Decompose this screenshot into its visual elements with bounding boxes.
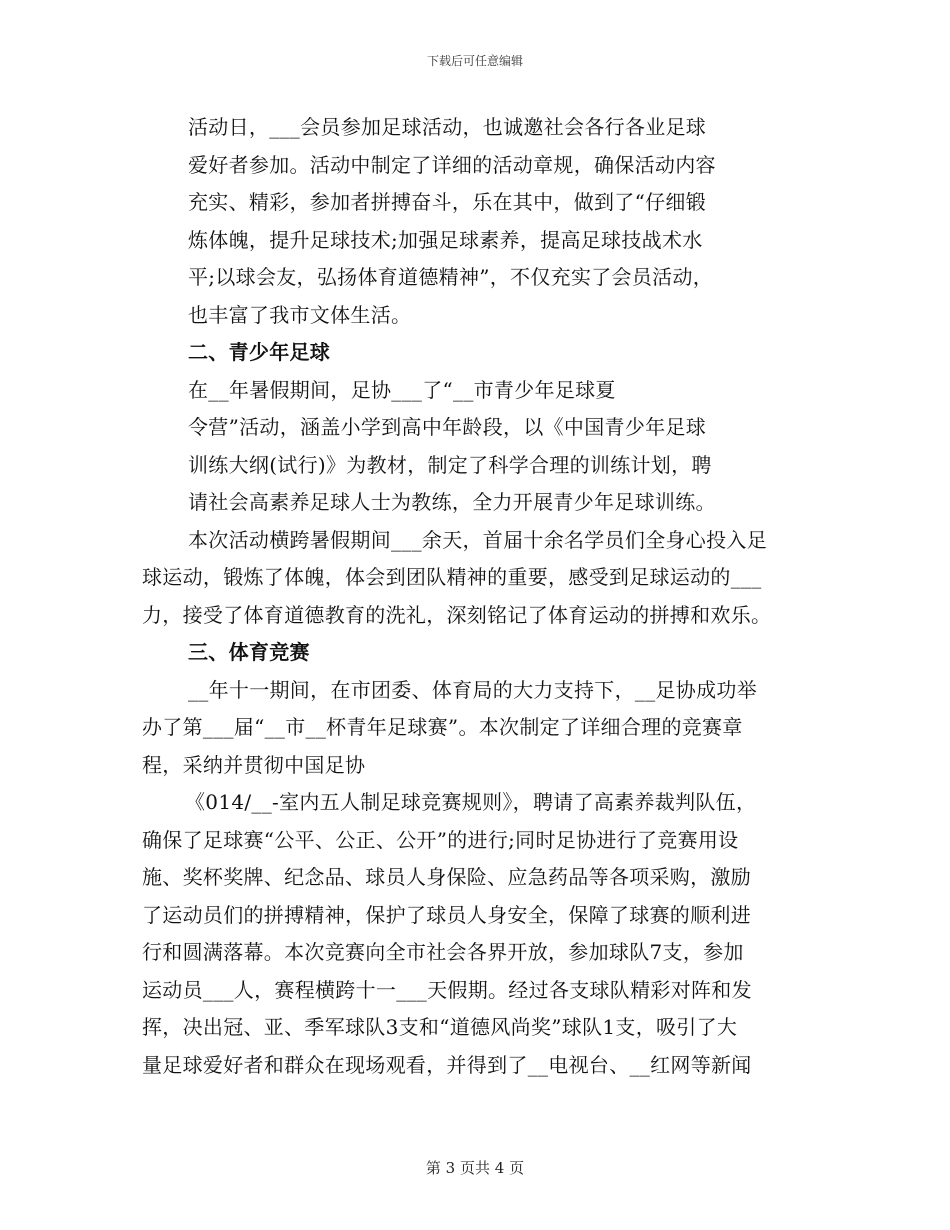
section-heading-youth-football: 二、青少年足球 <box>188 340 331 364</box>
body-line: 《014/__-室内五人制足球竞赛规则》，聘请了高素养裁判队伍， <box>185 790 757 814</box>
body-line: 炼体魄，提升足球技术;加强足球素养，提高足球技战术水 <box>188 228 703 252</box>
body-line: 量足球爱好者和群众在现场观看，并得到了__电视台、__红网等新闻 <box>142 1053 752 1077</box>
body-line: 训练大纲(试行)》为教材，制定了科学合理的训练计划，聘 <box>188 453 712 477</box>
body-line: __年十一期间，在市团委、体育局的大力支持下，__足协成功举 <box>188 678 757 702</box>
body-line: 力，接受了体育道德教育的洗礼，深刻铭记了体育运动的拼搏和欢乐。 <box>142 603 772 627</box>
body-line: 本次活动横跨暑假期间___余天，首届十余名学员们全身心投入足 <box>188 528 767 552</box>
body-line: 在__年暑假期间，足协___了“__市青少年足球夏 <box>188 378 616 402</box>
page-header: 下载后可任意编辑 <box>426 54 523 68</box>
section-heading-sports-competition: 三、体育竞赛 <box>188 640 310 664</box>
body-line: 了运动员们的拼搏精神，保护了球员人身安全，保障了球赛的顺利进 <box>142 903 751 927</box>
body-line: 令营”活动，涵盖小学到高中年龄段，以《中国青少年足球 <box>188 415 707 439</box>
body-line: 程，采纳并贯彻中国足协 <box>142 753 366 777</box>
body-line: 挥，决出冠、亚、季军球队3支和“道德风尚奖”球队1支，吸引了大 <box>142 1015 738 1039</box>
body-line: 也丰富了我市文体生活。 <box>188 303 412 327</box>
body-line: 行和圆满落幕。本次竞赛向全市社会各界开放，参加球队7支，参加 <box>142 940 744 964</box>
body-line: 运动员___人，赛程横跨十一___天假期。经过各支球队精彩对阵和发 <box>142 978 752 1002</box>
body-line: 施、奖杯奖牌、纪念品、球员人身保险、应急药品等各项采购，激励 <box>142 865 751 889</box>
body-line: 请社会高素养足球人士为教练，全力开展青少年足球训练。 <box>188 490 716 514</box>
body-line: 充实、精彩，参加者拼搏奋斗，乐在其中，做到了“仔细锻 <box>188 190 707 214</box>
page-footer: 第 3 页共 4 页 <box>425 1159 525 1177</box>
body-line: 活动日，___会员参加足球活动，也诚邀社会各行各业足球 <box>188 115 707 139</box>
body-line: 平;以球会友，弘扬体育道德精神”，不仅充实了会员活动， <box>188 265 714 289</box>
body-line: 办了第___届“__市__杯青年足球赛”。本次制定了详细合理的竞赛章 <box>142 715 743 739</box>
body-line: 球运动，锻炼了体魄，体会到团队精神的重要，感受到足球运动的___ <box>142 565 762 589</box>
body-line: 爱好者参加。活动中制定了详细的活动章规，确保活动内容 <box>188 153 716 177</box>
body-line: 确保了足球赛“公平、公正、公开”的进行;同时足协进行了竞赛用设 <box>142 828 739 852</box>
